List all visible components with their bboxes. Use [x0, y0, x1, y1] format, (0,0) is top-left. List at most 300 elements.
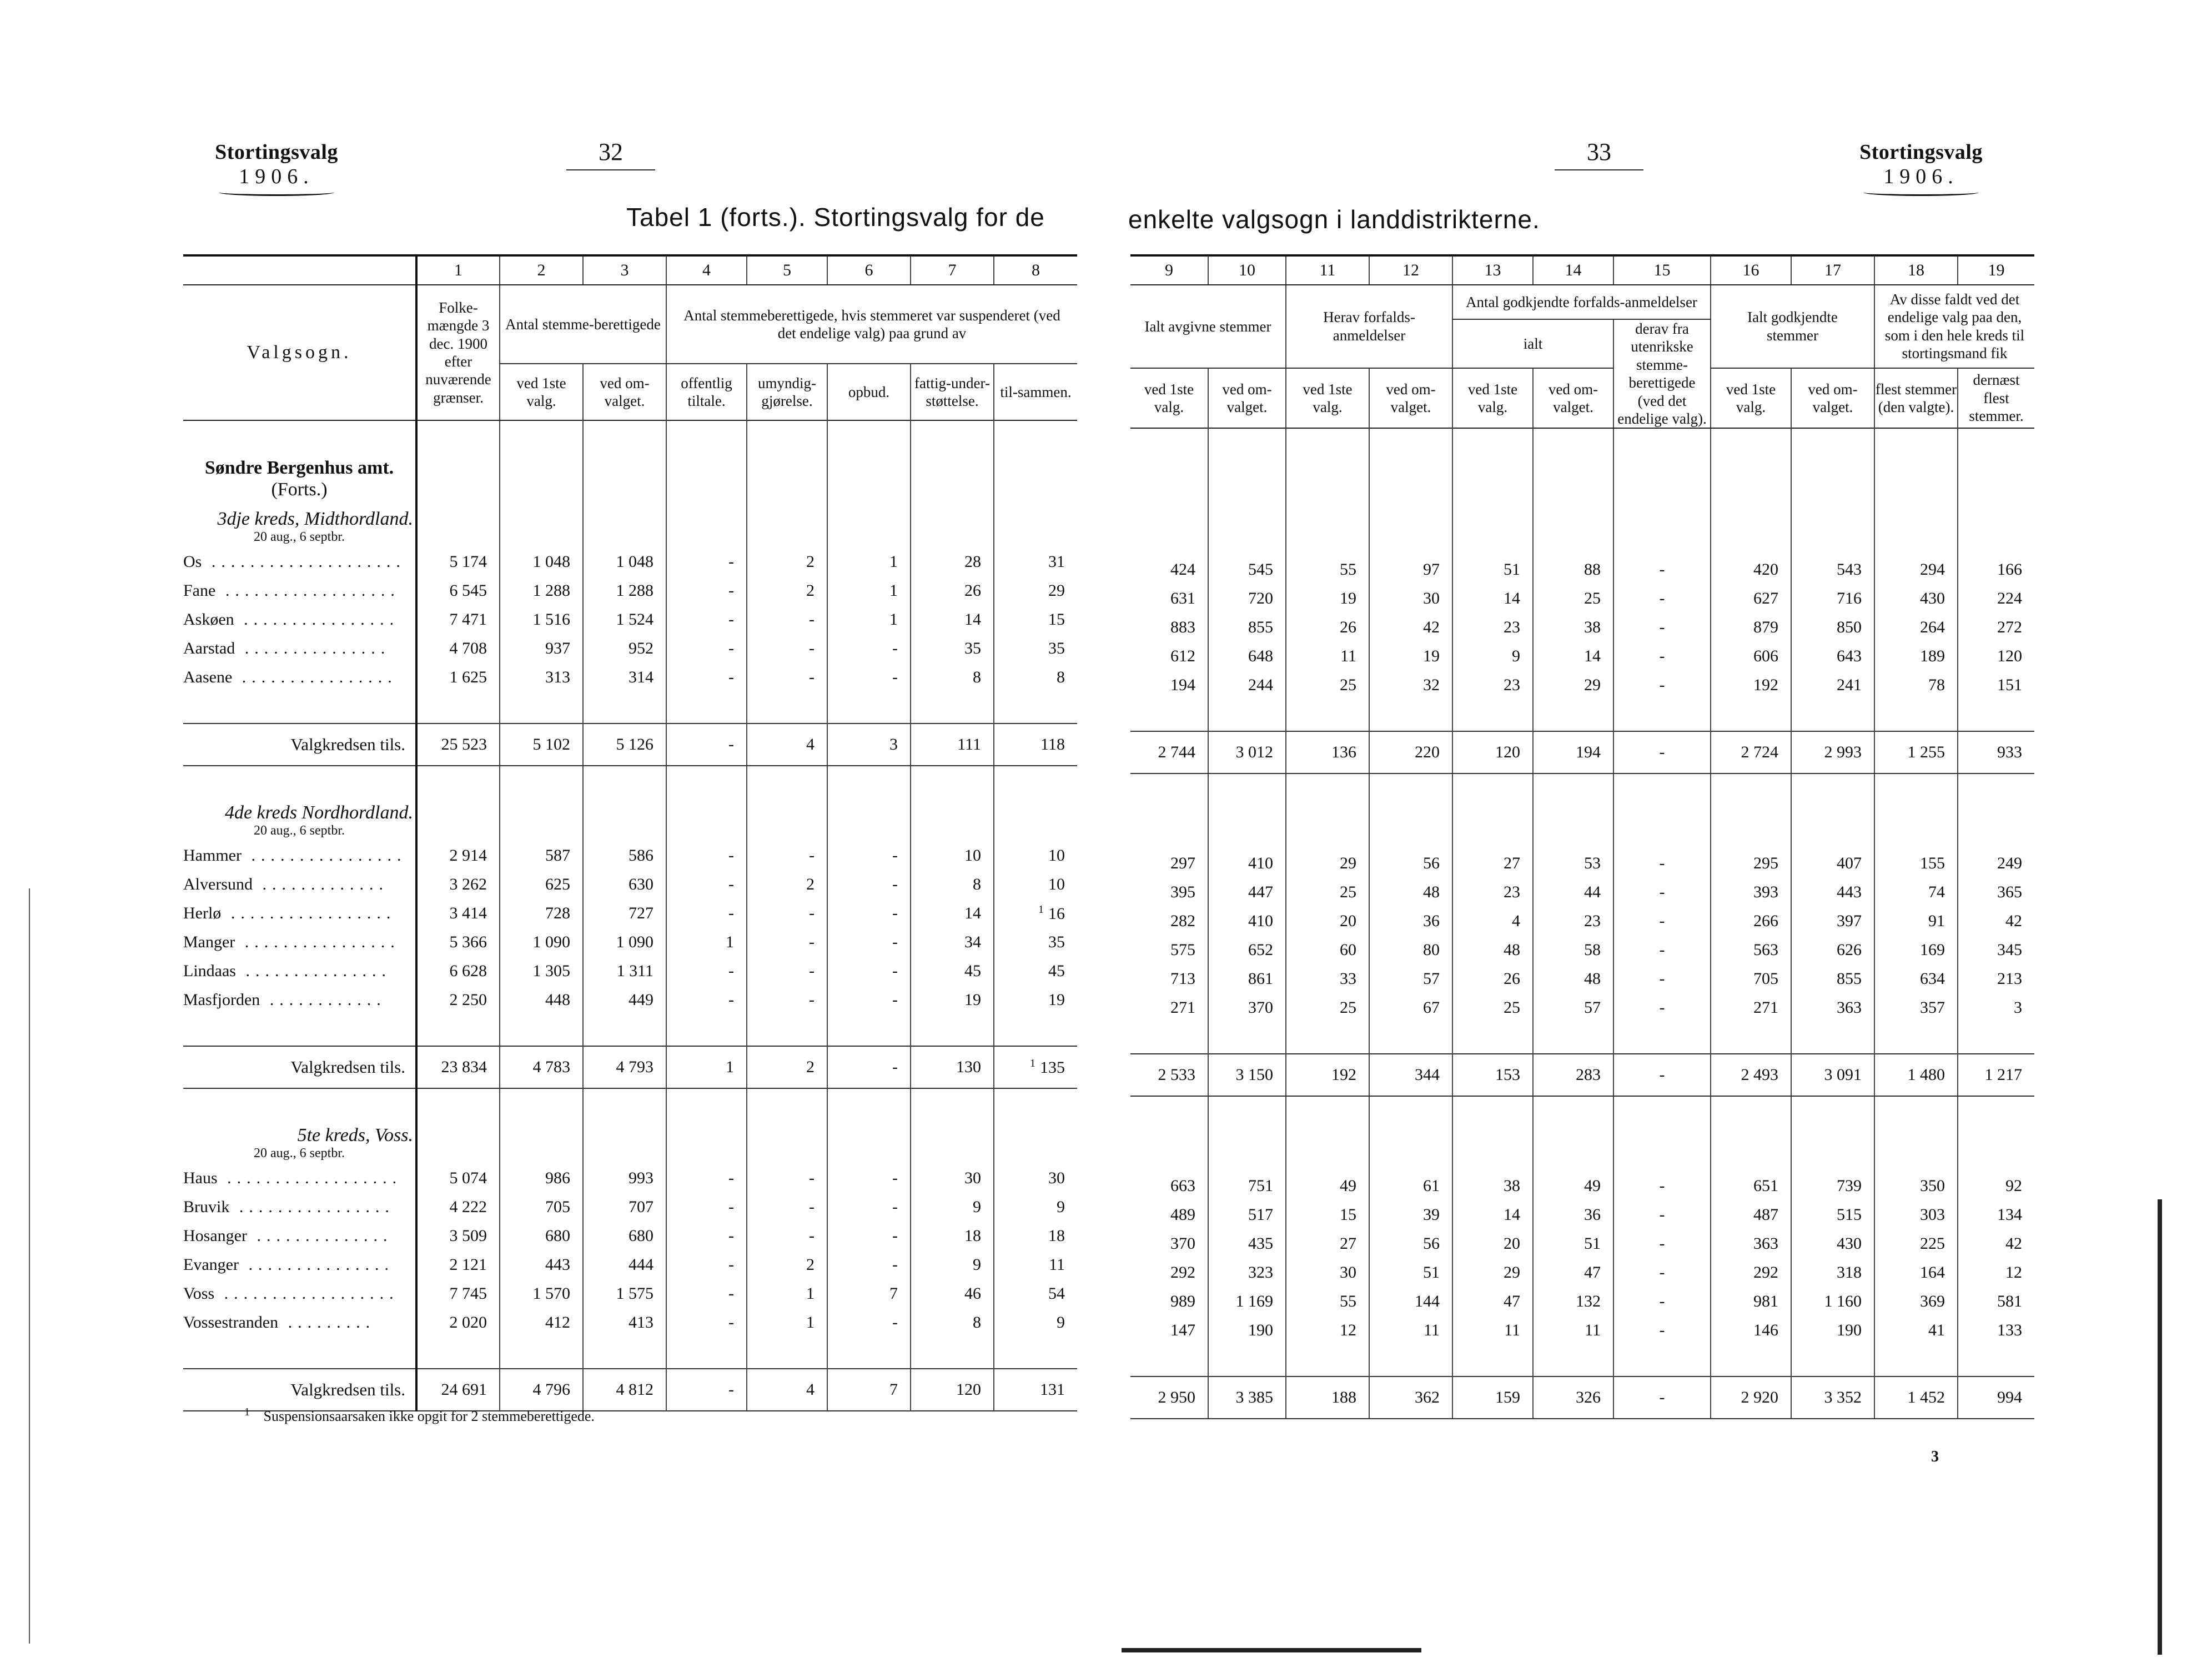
- cell-col-3: [583, 1046, 666, 1088]
- cell-col-17: [1791, 555, 1874, 584]
- spacer-cell: [1958, 1345, 2034, 1376]
- cell-value: 192: [1331, 1066, 1356, 1084]
- cell-col-11: [1286, 1316, 1369, 1345]
- cell-col-19: [1958, 642, 2034, 671]
- cell-value: -: [892, 1197, 898, 1216]
- spacer-cell: [1369, 1345, 1452, 1376]
- cell-col-5: [747, 1250, 827, 1279]
- cell-col-10: [1208, 1258, 1286, 1287]
- cell-col-3: [583, 928, 666, 957]
- cell-col-14: [1533, 1287, 1613, 1316]
- cell-col-4: [666, 547, 747, 576]
- cell-col-19: [1958, 555, 2034, 584]
- spacer-cell: [1874, 428, 1958, 460]
- spacer-cell: [1791, 700, 1874, 731]
- cell-col-8: [994, 1164, 1077, 1193]
- cell-col-9: [1130, 1200, 1208, 1229]
- blank-cell: [747, 452, 827, 505]
- total-row: [1130, 1376, 2034, 1419]
- place-name-text: Aasene: [183, 667, 233, 686]
- spacer-cell: [1958, 700, 2034, 731]
- cell-col-19: [1958, 613, 2034, 642]
- cell-col-7: [911, 870, 994, 899]
- cell-col-9: [1130, 613, 1208, 642]
- cell-col-12: [1369, 878, 1452, 907]
- cell-col-17: [1791, 584, 1874, 613]
- spacer-cell: [183, 766, 416, 799]
- cell-value: 1 255: [1907, 743, 1945, 762]
- cell-value: 97: [1423, 560, 1440, 579]
- place-name-text: Manger: [183, 932, 235, 951]
- spacer-cell: [911, 420, 994, 452]
- table-row: [183, 605, 1077, 634]
- place-name: [183, 1164, 416, 1193]
- cell-value: 4: [1512, 912, 1520, 931]
- cell-col-14: [1533, 584, 1613, 613]
- cell-value: -: [1659, 941, 1665, 959]
- cell-col-2: [500, 605, 583, 634]
- cell-col-5: [747, 1164, 827, 1193]
- cell-col-17: [1791, 1316, 1874, 1345]
- cell-value: 46: [964, 1284, 981, 1303]
- cell-col-6: [827, 663, 911, 692]
- leader-dots: .................: [221, 903, 396, 922]
- spacer-cell: [1286, 700, 1369, 731]
- cell-col-12: [1369, 1316, 1452, 1345]
- right-header-row-1: [1130, 285, 2034, 319]
- cell-col-10: [1208, 555, 1286, 584]
- blank-cell: [1452, 1129, 1533, 1172]
- cell-value: 3 150: [1235, 1066, 1273, 1084]
- cell-col-17: [1791, 1258, 1874, 1287]
- cell-col-6: [827, 605, 911, 634]
- cell-col-9: [1130, 1316, 1208, 1345]
- cell-value: 2: [806, 581, 815, 600]
- cell-value: 35: [1048, 639, 1065, 657]
- cell-value: 10: [1048, 846, 1065, 865]
- cell-col-5: [747, 724, 827, 766]
- cell-value: 224: [1997, 589, 2022, 608]
- cell-value: 412: [545, 1313, 570, 1332]
- blank-cell: [1711, 1129, 1791, 1172]
- cell-value: 25 523: [441, 735, 487, 753]
- cell-col-14: [1533, 1172, 1613, 1200]
- blank-cell: [1208, 460, 1286, 513]
- cell-value: -: [892, 639, 898, 657]
- left-page-number-rule: [566, 169, 655, 170]
- cell-value: 2 493: [1741, 1066, 1778, 1084]
- cell-col-5: [747, 899, 827, 928]
- cell-col-10: [1208, 1229, 1286, 1258]
- cell-col-10: [1208, 849, 1286, 878]
- cell-value: 144: [1415, 1292, 1440, 1311]
- spacer-cell: [1452, 1345, 1533, 1376]
- cell-col-15: [1613, 642, 1711, 671]
- cell-value: 444: [629, 1255, 653, 1274]
- cell-col-5: [747, 1308, 827, 1337]
- cell-value: 1 090: [616, 932, 653, 951]
- cell-value: 20: [1504, 1234, 1520, 1253]
- cell-value: 30: [1423, 589, 1440, 608]
- cell-value: 9: [973, 1255, 981, 1274]
- spacer-cell: [1286, 773, 1369, 807]
- spacer-cell: [183, 1337, 416, 1369]
- cell-value: 55: [1340, 1292, 1356, 1311]
- cell-col-15: [1613, 613, 1711, 642]
- cell-value: 42: [1423, 618, 1440, 637]
- cell-col-17: [1791, 907, 1874, 936]
- place-name: [183, 1222, 416, 1250]
- cell-col-1: [416, 1369, 500, 1411]
- cell-value: -: [728, 1313, 734, 1332]
- cell-col-16: [1711, 584, 1791, 613]
- cell-value: -: [1659, 969, 1665, 988]
- cell-col-12: [1369, 993, 1452, 1022]
- cell-col-18: [1874, 849, 1958, 878]
- cell-value: 705: [545, 1197, 570, 1216]
- cell-col-10: [1208, 1172, 1286, 1200]
- header-c18: flest stemmer (den valgte).: [1874, 368, 1958, 429]
- cell-value: 292: [1170, 1263, 1195, 1282]
- left-running-head-year: 1906.: [239, 165, 314, 188]
- cell-col-3: [583, 724, 666, 766]
- spacer-cell: [1791, 428, 1874, 460]
- cell-col-18: [1874, 1258, 1958, 1287]
- cell-value: 26: [964, 581, 981, 600]
- cell-value: 19: [1048, 990, 1065, 1009]
- cell-value: -: [1659, 1234, 1665, 1253]
- cell-col-14: [1533, 642, 1613, 671]
- cell-value: 705: [1753, 969, 1778, 988]
- spacer-cell: [1711, 700, 1791, 731]
- cell-col-3: [583, 1222, 666, 1250]
- cell-col-7: [911, 724, 994, 766]
- cell-value: -: [1659, 1066, 1665, 1084]
- spacer-cell: [747, 420, 827, 452]
- cell-col-3: [583, 1193, 666, 1222]
- cell-col-15: [1613, 584, 1711, 613]
- cell-value: 2 914: [449, 846, 487, 865]
- cell-value: 713: [1170, 969, 1195, 988]
- total-row: [183, 724, 1077, 766]
- label-cell: [183, 505, 416, 547]
- blank-cell: [583, 1122, 666, 1164]
- cell-col-17: [1791, 878, 1874, 907]
- cell-col-5: [747, 1369, 827, 1411]
- right-table: [1130, 254, 2034, 1419]
- cell-col-7: [911, 605, 994, 634]
- label-cell: [183, 799, 416, 841]
- table-row: [1130, 907, 2034, 936]
- cell-col-18: [1874, 671, 1958, 700]
- cell-value: 10: [1048, 875, 1065, 893]
- cell-value: 1 048: [532, 552, 570, 571]
- cell-value: -: [1659, 589, 1665, 608]
- cell-col-14: [1533, 671, 1613, 700]
- place-name-text: Aarstad: [183, 639, 235, 657]
- cell-col-8: [994, 605, 1077, 634]
- cell-value: 282: [1170, 912, 1195, 931]
- cell-value: -: [728, 1380, 734, 1399]
- cell-col-14: [1533, 1229, 1613, 1258]
- place-name: [183, 605, 416, 634]
- table-row: [1130, 993, 2034, 1022]
- cell-col-7: [911, 576, 994, 605]
- cell-value: 35: [1048, 932, 1065, 951]
- cell-value: -: [728, 846, 734, 865]
- cell-value: -: [1659, 1205, 1665, 1224]
- cell-col-2: [500, 899, 583, 928]
- cell-value: 986: [545, 1168, 570, 1187]
- colnum-7: 7: [911, 255, 994, 285]
- cell-value: 25: [1340, 676, 1356, 695]
- cell-col-18: [1874, 936, 1958, 964]
- cell-value: 111: [957, 735, 981, 753]
- cell-col-19: [1958, 1287, 2034, 1316]
- cell-value: 67: [1423, 998, 1440, 1017]
- cell-col-5: [747, 1046, 827, 1088]
- cell-col-6: [827, 1046, 911, 1088]
- cell-col-8: [994, 1279, 1077, 1308]
- cell-col-13: [1452, 993, 1533, 1022]
- cell-col-17: [1791, 964, 1874, 993]
- cell-value: 131: [1040, 1380, 1065, 1399]
- spacer-cell: [666, 420, 747, 452]
- cell-value: 11: [1424, 1321, 1440, 1340]
- spacer-row: [183, 1088, 1077, 1122]
- cell-value: 14: [1504, 589, 1520, 608]
- table-row: [183, 1279, 1077, 1308]
- spacer-cell: [1613, 428, 1711, 460]
- cell-value: 410: [1248, 854, 1273, 873]
- place-name-text: Evanger: [183, 1255, 239, 1274]
- cell-col-1: [416, 724, 500, 766]
- cell-value: 27: [1504, 854, 1520, 873]
- blank-cell: [1613, 807, 1711, 849]
- total-label: [183, 1369, 416, 1411]
- right-running-head: [1854, 140, 1988, 196]
- blank-cell: [1958, 807, 2034, 849]
- cell-col-2: [500, 1308, 583, 1337]
- table-row: [183, 547, 1077, 576]
- spacer-cell: [1452, 1096, 1533, 1129]
- cell-value: 489: [1170, 1205, 1195, 1224]
- cell-value: 397: [1837, 912, 1862, 931]
- cell-col-7: [911, 1369, 994, 1411]
- cell-value: 625: [545, 875, 570, 893]
- cell-col-9: [1130, 964, 1208, 993]
- table-row: [1130, 671, 2034, 700]
- cell-value: -: [1659, 1388, 1665, 1407]
- cell-value: 727: [629, 903, 653, 922]
- cell-col-16: [1711, 1054, 1791, 1096]
- cell-value: 9: [973, 1197, 981, 1216]
- cell-value: 3 012: [1235, 743, 1273, 762]
- cell-value: 25: [1584, 589, 1601, 608]
- cell-col-14: [1533, 1316, 1613, 1345]
- cell-col-8: [994, 1046, 1077, 1088]
- cell-value: 6 545: [449, 581, 487, 600]
- cell-col-1: [416, 605, 500, 634]
- cell-value: 120: [1495, 743, 1520, 762]
- cell-value: 1 311: [616, 961, 653, 980]
- table-row: [1130, 849, 2034, 878]
- spacer-row: [1130, 700, 2034, 731]
- left-table: [183, 254, 1077, 1411]
- cell-col-3: [583, 1250, 666, 1279]
- cell-value: -: [892, 961, 898, 980]
- label-row: [1130, 513, 2034, 555]
- cell-value: -: [1659, 912, 1665, 931]
- cell-value: -: [892, 846, 898, 865]
- cell-value: 716: [1837, 589, 1862, 608]
- cell-value: 2 724: [1741, 743, 1778, 762]
- spacer-cell: [183, 1014, 416, 1046]
- cell-col-4: [666, 1279, 747, 1308]
- blank-cell: [994, 1122, 1077, 1164]
- cell-value: 5 366: [449, 932, 487, 951]
- spacer-cell: [1208, 1345, 1286, 1376]
- cell-value: 651: [1753, 1177, 1778, 1195]
- spacer-cell: [994, 766, 1077, 799]
- cell-col-16: [1711, 1258, 1791, 1287]
- cell-col-17: [1791, 1287, 1874, 1316]
- blank-cell: [1369, 460, 1452, 513]
- spacer-cell: [1791, 1022, 1874, 1054]
- label-cell: [183, 1122, 416, 1164]
- cell-col-17: [1791, 1229, 1874, 1258]
- blank-cell: [1130, 513, 1208, 555]
- colnum-8: 8: [994, 255, 1077, 285]
- colnum-9: 9: [1130, 255, 1208, 285]
- spacer-cell: [1958, 1022, 2034, 1054]
- cell-value: -: [1659, 1321, 1665, 1340]
- cell-value: 283: [1576, 1066, 1601, 1084]
- spacer-row: [183, 420, 1077, 452]
- cell-value: 5 174: [449, 552, 487, 571]
- cell-value: -: [1659, 560, 1665, 579]
- cell-col-15: [1613, 555, 1711, 584]
- cell-col-10: [1208, 613, 1286, 642]
- cell-value: 4: [806, 735, 815, 753]
- header-group-antal: Antal stemme-berettigede: [500, 285, 666, 364]
- cell-value: 4 793: [616, 1057, 653, 1076]
- cell-value: 630: [629, 875, 653, 893]
- cell-col-3: [583, 870, 666, 899]
- cell-value: 652: [1248, 941, 1273, 959]
- table-row: [183, 1308, 1077, 1337]
- header-group-godkj-forf: Antal godkjendte forfalds-anmeldelser: [1452, 285, 1711, 319]
- cell-value: 2: [806, 1057, 815, 1076]
- cell-col-13: [1452, 642, 1533, 671]
- cell-col-13: [1452, 878, 1533, 907]
- cell-value: 29: [1340, 854, 1356, 873]
- cell-value: 447: [1248, 883, 1273, 902]
- cell-value: 937: [545, 639, 570, 657]
- cell-col-4: [666, 899, 747, 928]
- cell-col-12: [1369, 584, 1452, 613]
- cell-value: 88: [1584, 560, 1601, 579]
- cell-col-12: [1369, 849, 1452, 878]
- cell-col-14: [1533, 1200, 1613, 1229]
- cell-col-2: [500, 841, 583, 870]
- cell-col-1: [416, 1193, 500, 1222]
- spacer-cell: [1369, 428, 1452, 460]
- cell-value: 12: [1340, 1321, 1356, 1340]
- cell-col-11: [1286, 1376, 1369, 1419]
- spacer-row: [1130, 1022, 2034, 1054]
- amt-name: Søndre Bergenhus amt.: [204, 457, 394, 478]
- leader-dots: ................: [229, 1197, 395, 1216]
- cell-col-12: [1369, 1172, 1452, 1200]
- spacer-cell: [1369, 700, 1452, 731]
- spacer-cell: [1791, 773, 1874, 807]
- cell-col-13: [1452, 731, 1533, 773]
- table-row: [183, 957, 1077, 986]
- cell-value: 61: [1423, 1177, 1440, 1195]
- label-row: [183, 1122, 1077, 1164]
- place-name: [183, 928, 416, 957]
- cell-value: 586: [629, 846, 653, 865]
- cell-value: -: [809, 610, 815, 629]
- cell-col-8: [994, 663, 1077, 692]
- cell-col-2: [500, 986, 583, 1014]
- cell-value: 23: [1504, 883, 1520, 902]
- cell-value: 993: [629, 1168, 653, 1187]
- cell-col-18: [1874, 993, 1958, 1022]
- cell-col-14: [1533, 1376, 1613, 1419]
- blank-cell: [666, 1122, 747, 1164]
- cell-value: 407: [1837, 854, 1862, 873]
- cell-col-13: [1452, 964, 1533, 993]
- cell-value: 7 745: [449, 1284, 487, 1303]
- cell-value: 57: [1423, 969, 1440, 988]
- cell-value: 3: [2014, 998, 2022, 1017]
- header-c19: dernæst flest stemmer.: [1958, 368, 2034, 429]
- spacer-row: [183, 1014, 1077, 1046]
- spacer-cell: [1286, 1345, 1369, 1376]
- table-row: [1130, 1258, 2034, 1287]
- cell-value: 850: [1837, 618, 1862, 637]
- cell-col-6: [827, 986, 911, 1014]
- cell-value: 739: [1837, 1177, 1862, 1195]
- cell-col-2: [500, 634, 583, 663]
- cell-value: 192: [1753, 676, 1778, 695]
- cell-col-8: [994, 841, 1077, 870]
- cell-col-13: [1452, 1229, 1533, 1258]
- kreds-title: 3dje kreds, Midthordland.: [217, 508, 413, 529]
- spacer-cell: [1286, 1022, 1369, 1054]
- cell-col-13: [1452, 1376, 1533, 1419]
- cell-col-6: [827, 1222, 911, 1250]
- spacer-cell: [500, 1014, 583, 1046]
- header-group-ialt: Ialt avgivne stemmer: [1130, 285, 1286, 368]
- spacer-cell: [1369, 1096, 1452, 1129]
- cell-col-8: [994, 576, 1077, 605]
- cell-value: 38: [1504, 1177, 1520, 1195]
- leader-dots: .........: [278, 1313, 376, 1332]
- blank-cell: [911, 452, 994, 505]
- cell-col-1: [416, 663, 500, 692]
- cell-value: 15: [1340, 1205, 1356, 1224]
- cell-value: 294: [1920, 560, 1945, 579]
- cell-col-11: [1286, 993, 1369, 1022]
- spacer-cell: [827, 1014, 911, 1046]
- cell-value: 7: [889, 1380, 898, 1399]
- leader-dots: ................: [232, 667, 398, 686]
- cell-col-15: [1613, 849, 1711, 878]
- cell-col-12: [1369, 613, 1452, 642]
